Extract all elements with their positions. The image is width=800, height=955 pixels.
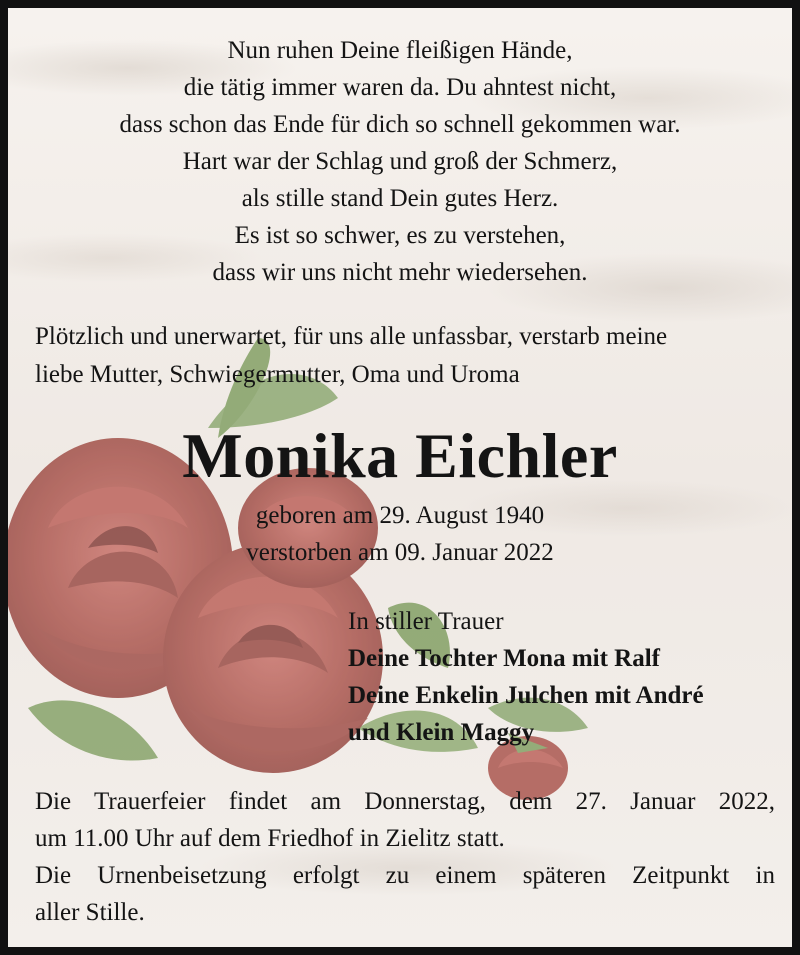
funeral-line: Die Trauerfeier findet am Donnerstag, dem 27. Januar 2022, bbox=[35, 788, 775, 815]
birth-date: geboren am 29. August 1940 bbox=[255, 502, 545, 529]
life-dates bbox=[8, 497, 792, 571]
poem-line: als stille stand Dein gutes Herz. bbox=[241, 185, 559, 212]
mourners-block bbox=[348, 603, 704, 751]
poem-line: Es ist so schwer, es zu verstehen, bbox=[234, 222, 566, 249]
poem-line: die tätig immer waren da. Du ahntest nicht, bbox=[183, 74, 617, 101]
death-date: verstorben am 09. Januar 2022 bbox=[246, 539, 554, 566]
funeral-line: Die Urnenbeisetzung erfolgt zu einem späteren Zeitpunkt in bbox=[35, 862, 775, 889]
poem-line: dass wir uns nicht mehr wiedersehen. bbox=[212, 259, 588, 286]
mourning-heading: In stiller Trauer bbox=[348, 608, 504, 635]
poem-line: Nun ruhen Deine fleißigen Hände, bbox=[227, 37, 573, 64]
mourner-line: Deine Enkelin Julchen mit André bbox=[348, 682, 704, 709]
poem-line: Hart war der Schlag und groß der Schmerz, bbox=[182, 148, 618, 175]
deceased-name: Monika Eichler bbox=[182, 420, 618, 491]
intro-line: liebe Mutter, Schwiegermutter, Oma und Uroma bbox=[35, 361, 520, 388]
funeral-line: aller Stille. bbox=[35, 899, 145, 926]
mourner-line: Deine Tochter Mona mit Ralf bbox=[348, 645, 661, 672]
poem-line: dass schon das Ende für dich so schnell gekommen war. bbox=[119, 111, 681, 138]
poem bbox=[8, 32, 792, 291]
funeral-details bbox=[35, 783, 775, 931]
mourner-line: und Klein Maggy bbox=[348, 719, 535, 746]
funeral-line: um 11.00 Uhr auf dem Friedhof in Zielitz statt. bbox=[35, 825, 505, 852]
intro-line: Plötzlich und unerwartet, für uns alle unfassbar, verstarb meine bbox=[35, 323, 668, 350]
announcement-intro bbox=[35, 318, 775, 394]
